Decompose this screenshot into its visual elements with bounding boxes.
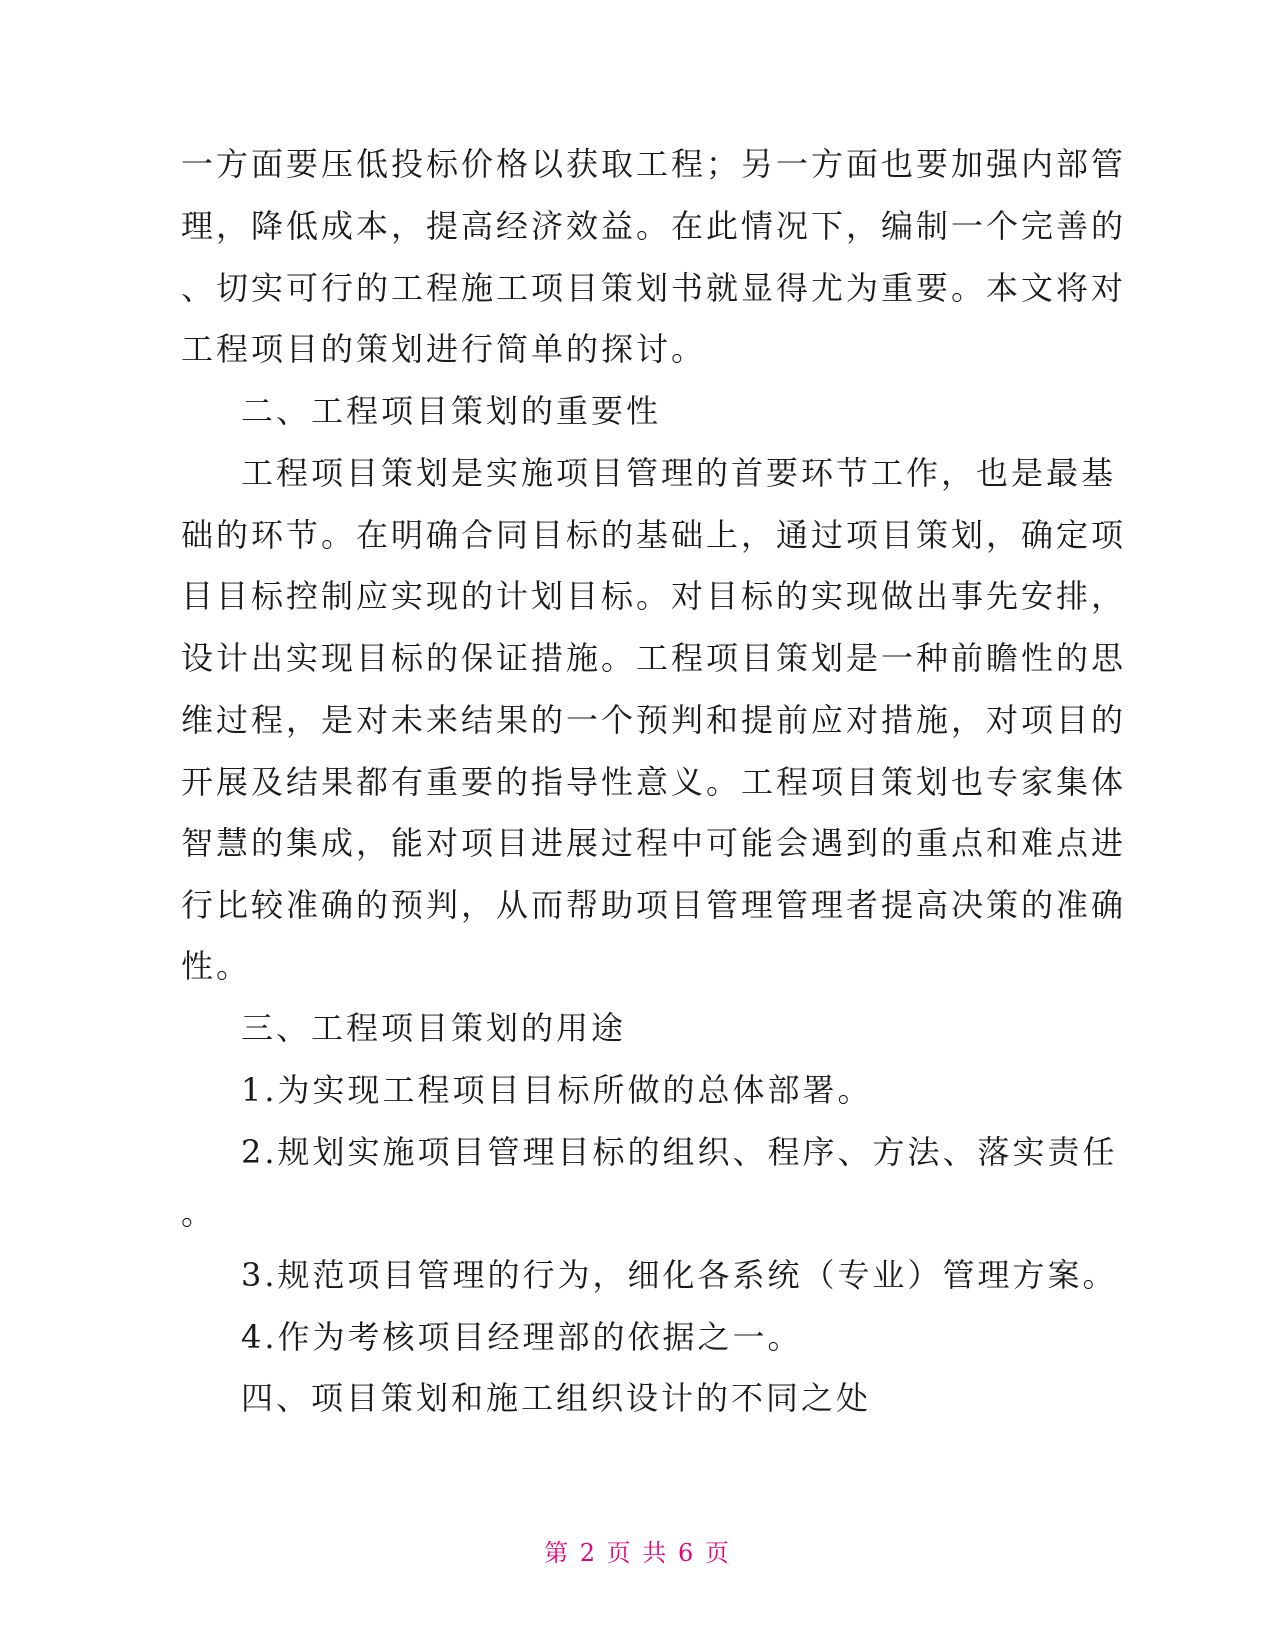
page-number-footer: 第 2 页 共 6 页 <box>544 1539 731 1567</box>
text-line: 理，降低成本，提高经济效益。在此情况下，编制一个完善的 <box>181 207 1127 245</box>
list-item: 4.作为考核项目经理部的依据之一。 <box>241 1318 803 1356</box>
text-line: 础的环节。在明确合同目标的基础上，通过项目策划，确定项 <box>181 516 1127 554</box>
text-line: 性。 <box>181 947 252 985</box>
text-line: 、切实可行的工程施工项目策划书就显得尤为重要。本文将对 <box>181 269 1127 307</box>
text-line: 设计出实现目标的保证措施。工程项目策划是一种前瞻性的思 <box>181 639 1127 677</box>
section-heading: 四、项目策划和施工组织设计的不同之处 <box>241 1379 872 1417</box>
text-line: 工程项目策划是实施项目管理的首要环节工作，也是最基 <box>241 454 1117 492</box>
text-line: 行比较准确的预判，从而帮助项目管理管理者提高决策的准确 <box>181 886 1127 924</box>
section-heading: 二、工程项目策划的重要性 <box>241 392 662 430</box>
list-item: 2.规划实施项目管理目标的组织、程序、方法、落实责任 <box>241 1133 1118 1171</box>
text-line: 开展及结果都有重要的指导性意义。工程项目策划也专家集体 <box>181 763 1127 801</box>
list-item: 1.为实现工程项目目标所做的总体部署。 <box>241 1071 873 1109</box>
text-line: 。 <box>181 1194 217 1232</box>
section-heading: 三、工程项目策划的用途 <box>241 1009 627 1047</box>
list-item: 3.规范项目管理的行为，细化各系统（专业）管理方案。 <box>241 1256 1118 1294</box>
text-line: 智慧的集成，能对项目进展过程中可能会遇到的重点和难点进 <box>181 824 1127 862</box>
text-line: 维过程，是对未来结果的一个预判和提前应对措施，对项目的 <box>181 701 1127 739</box>
text-line: 工程项目的策划进行简单的探讨。 <box>181 330 707 368</box>
text-line: 一方面要压低投标价格以获取工程；另一方面也要加强内部管 <box>181 145 1127 183</box>
text-line: 目目标控制应实现的计划目标。对目标的实现做出事先安排， <box>181 577 1127 615</box>
